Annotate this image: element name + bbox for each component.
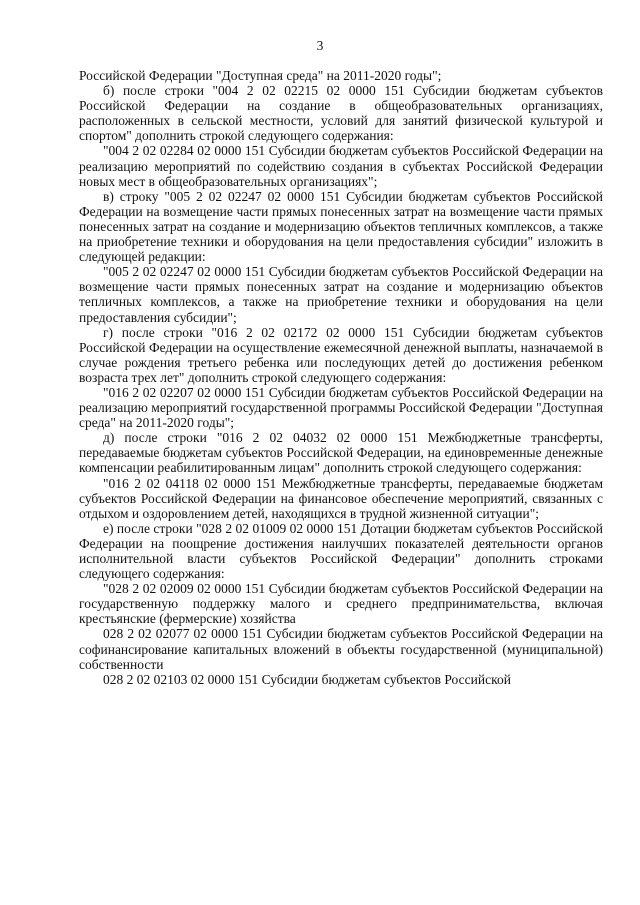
- paragraph-quote-004: "004 2 02 02284 02 0000 151 Субсидии бюджетам субъектов Российской Федерации на реализацию мероприятий по содействию создания в субъектах Российской Федерации новых мест в общеобразовательных организациях";: [79, 143, 603, 189]
- paragraph-quote-016-04118: "016 2 02 04118 02 0000 151 Межбюджетные трансферты, передаваемые бюджетам субъектов Российской Федерации на финансовое обеспечение мероприятий, связанных с отдыхом и оздоровлением детей, находящихся в трудной жизненной ситуации";: [79, 475, 603, 521]
- paragraph-quote-016-02207: "016 2 02 02207 02 0000 151 Субсидии бюджетам субъектов Российской Федерации на реализацию мероприятий государственной программы Российской Федерации "Доступная среда" на 2011-2020 годы";: [79, 384, 603, 431]
- paragraph-quote-028-02009: "028 2 02 02009 02 0000 151 Субсидии бюджетам субъектов Российской Федерации на государственную поддержку малого и среднего предпринимательства, включая крестьянские (фермерские) хозяйства: [79, 581, 603, 627]
- paragraph-item-e: е) после строки "028 2 02 01009 02 0000 151 Дотации бюджетам субъектов Российской Федерации на поощрение достижения наилучших показателей деятельности органов исполнительной власти субъектов Российской Федерации" дополнить строками следующего содержания:: [79, 520, 603, 582]
- paragraph-quote-005: "005 2 02 02247 02 0000 151 Субсидии бюджетам субъектов Российской Федерации на возмещение части прямых понесенных затрат на создание и модернизацию объектов тепличных комплексов, а также на приобретение техники и оборудования на цели предоставления субсидии";: [79, 264, 603, 325]
- paragraph-item-d: д) после строки "016 2 02 04032 02 0000 151 Межбюджетные трансферты, передаваемые бюджетам субъектов Российской Федерации, на единовременные денежные компенсации реабилитированным лицам" дополнить строкой следующего содержания:: [79, 430, 603, 476]
- paragraph-continuation: Российской Федерации "Доступная среда" на 2011-2020 годы";: [79, 68, 442, 83]
- paragraph-code-028-02077: 028 2 02 02077 02 0000 151 Субсидии бюджетам субъектов Российской Федерации на софинансирование капитальных вложений в объекты государственной (муниципальной) собственности: [79, 626, 603, 672]
- paragraph-item-g: г) после строки "016 2 02 02172 02 0000 151 Субсидии бюджетам субъектов Российской Федерации на осуществление ежемесячной денежной выплаты, назначаемой в случае рождения третьего ребенка или последующих детей до достижения ребенком возраста трех лет" дополнить строкой следующего содержания:: [79, 324, 603, 385]
- document-body: [79, 68, 603, 687]
- paragraph-item-b: б) после строки "004 2 02 02215 02 0000 151 Субсидии бюджетам субъектов Российской Федерации на создание в общеобразовательных организациях, расположенных в сельской местности, условий для занятий физической культурой и спортом" дополнить строкой следующего содержания:: [79, 83, 603, 144]
- paragraph-code-028-02103: 028 2 02 02103 02 0000 151 Субсидии бюджетам субъектов Российской: [103, 671, 511, 687]
- page-number: 3: [316, 38, 324, 53]
- paragraph-item-v: в) строку "005 2 02 02247 02 0000 151 Субсидии бюджетам субъектов Российской Федерации на возмещение части прямых понесенных затрат на возмещение части прямых понесенных затрат на создание и модернизацию объектов тепличных комплексов, а также на приобретение техники и оборудования на цели предоставления субсидии" изложить в следующей редакции:: [79, 188, 603, 265]
